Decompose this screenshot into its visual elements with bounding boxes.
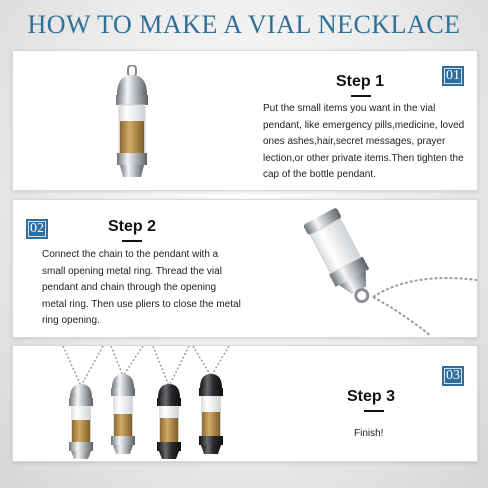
step-1-heading: Step 1 <box>336 73 385 90</box>
vial-pendant-image <box>105 65 159 181</box>
step-3-badge: 03 <box>442 366 464 386</box>
step-3-panel <box>12 345 478 462</box>
step-3-heading: Step 3 <box>347 388 396 405</box>
step-1-underline <box>351 95 371 97</box>
step-2-heading: Step 2 <box>108 218 157 235</box>
step-1-text: Put the small items you want in the vial pendant, like emergency pills,medicine, loved ones ashes,hair,secret messages, prayer lection,or other private items.Then tighten the cap of the bottle pendant. <box>263 103 465 180</box>
finished-necklaces-image <box>43 346 253 461</box>
step-2-panel <box>12 199 478 338</box>
step-1-panel <box>12 50 478 191</box>
step-3-underline <box>364 410 384 412</box>
step-2-badge: 02 <box>26 219 48 239</box>
step-2-underline <box>122 240 142 242</box>
vial-black-2 <box>199 374 223 454</box>
vial-on-chain-image <box>281 202 477 336</box>
step-3-text: Finish! <box>354 428 384 439</box>
page-title: HOW TO MAKE A VIAL NECKLACE <box>27 10 461 39</box>
vial-black-1 <box>157 384 181 459</box>
step-1-badge: 01 <box>442 66 464 86</box>
vial-silver-2 <box>111 374 135 454</box>
vial-silver-1 <box>69 384 93 459</box>
step-2-text: Connect the chain to the pendant with a small opening metal ring. Thread the vial pendant and chain through the opening metal ring. Then use pliers to close the metal ring opening. <box>42 249 241 326</box>
